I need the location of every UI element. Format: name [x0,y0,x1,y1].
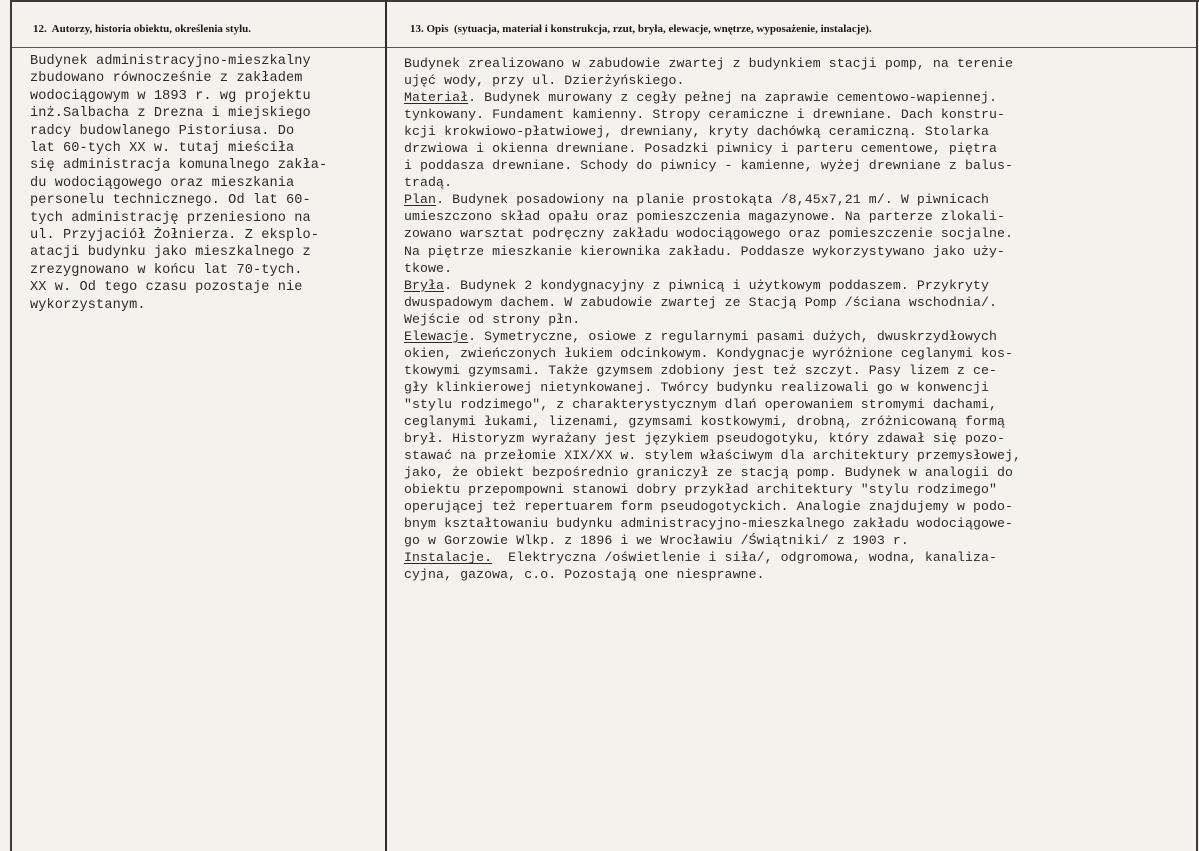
line-text: i poddasza drewniane. Schody do piwnicy - kamienne, wyżej drewniane z balus- [404,158,1014,174]
right-text-line [404,277,1021,294]
frame-right-border [1196,0,1198,851]
left-text-line: XX w. Od tego czasu pozostaje nie [30,280,303,296]
right-text-line [404,157,1021,174]
line-text: tynkowany. Fundament kamienny. Stropy ceramiczne i drewniane. Dach konstru- [404,107,1006,123]
left-section-title: Autorzy, historia obiektu, określenia stylu. [51,23,251,35]
line-text: Na piętrze mieszkanie kierownika zakładu. Poddasze wykorzystywano jako uży- [404,243,1006,259]
line-text: stawać na przełomie XIX/XX w. stylem właściwym dla architektury przemysłowej, [404,448,1022,464]
right-text-line [404,481,1021,498]
left-text-line: zrezygnowano w końcu lat 70-tych. [30,262,303,278]
line-text: . Budynek 2 kondygnacyjny z piwnicą i użytkowym poddaszem. Przykryty [444,277,990,293]
right-text-line [404,566,1021,583]
line-text: dwuspadowym dachem. W zabudowie zwartej ze Stacją Pomp /ściana wschodnia/. [404,294,998,310]
right-section-number: 13. [410,23,424,35]
right-text-line [404,498,1021,515]
frame-left-border [10,0,12,851]
right-text-line [404,260,1021,277]
right-text-line [404,464,1021,481]
right-text-line [404,447,1021,464]
left-text-line: lat 60-tych XX w. tutaj mieściła [30,141,295,157]
line-text: jako, że obiekt bezpośrednio graniczył ze stacją pomp. Budynek w analogii do [404,465,1014,481]
line-text: ujęć wody, przy ul. Dzierżyńskiego. [404,73,685,89]
line-text: . Budynek murowany z cegły pełnej na zaprawie cementowo-wapiennej. [468,90,998,106]
line-text: kcji krokwiowo-płatwiowej, drewniany, kryty dachówką ceramiczną. Stolarka [404,124,990,140]
right-text-line [404,243,1021,260]
right-text-line [404,72,1021,89]
line-text: cyjna, gazowa, c.o. Pozostają one niesprawne. [404,567,765,583]
line-text: brył. Historyzm wyrażany jest językiem pseudogotyku, który zdawał się pozo- [404,431,1006,447]
left-section-heading [33,23,251,35]
line-text: Budynek zrealizowano w zabudowie zwartej z budynkiem stacji pomp, na terenie [404,56,1014,71]
left-text-line: personelu technicznego. Od lat 60- [30,193,311,209]
line-text: tkowe. [404,260,453,276]
left-text-line: Budynek administracyjno-mieszkalny [30,54,311,69]
right-text-line [404,532,1021,549]
left-text-line: ul. Przyjaciół Żołnierza. Z eksplo- [30,228,320,244]
section-label: Elewacje [404,328,469,344]
left-header-rule [12,47,385,48]
left-text-line: się administracja komunalnego zakła- [30,158,328,174]
section-label: Instalacje. [404,550,493,566]
line-text: Wejście od strony płn. [404,311,581,327]
line-text: Elektryczna /oświetlenie i siła/, odgromowa, wodna, kanaliza- [492,550,998,566]
right-text-line [404,549,1021,566]
frame-top-border [10,0,1199,2]
left-text-line: zbudowano równocześnie z zakładem [30,71,303,87]
line-text: . Budynek posadowiony na planie prostokąta /8,45x7,21 m/. W piwnicach [436,192,990,208]
line-text: okien, zwieńczonych łukiem odcinkowym. Kondygnacje wyróżnione ceglanymi kos- [404,345,1014,361]
right-text-line [404,328,1021,345]
left-section-number: 12. [33,23,47,35]
section-label: Plan [404,192,437,208]
right-section-title: Opis [426,23,449,35]
right-text-line [404,311,1021,328]
right-text-line [404,191,1021,208]
right-text-line [404,379,1021,396]
line-text: . Symetryczne, osiowe z regularnymi pasami dużych, dwuskrzydłowych [468,328,998,344]
right-text-line [404,225,1021,242]
right-text-line [404,140,1021,157]
line-text: zowano warsztat podręczny zakładu wodociągowego oraz pomieszczenie socjalne. [404,226,1014,242]
right-text-line [404,413,1021,430]
right-text-line [404,174,1021,191]
left-column-text [30,53,327,314]
right-text-line [404,345,1021,362]
right-text-line [404,515,1021,532]
left-text-line: atacji budynku jako mieszkalnego z [30,245,311,261]
left-text-line: radcy budowlanego Pistoriusa. Do [30,123,295,139]
left-text-line: wodociągowym w 1893 r. wg projektu [30,88,311,104]
right-text-line [404,362,1021,379]
right-header-rule [387,47,1196,48]
left-text-line: du wodociągowego oraz mieszkania [30,175,295,191]
line-text: "stylu rodzimego", z charakterystycznym dlań operowaniem stromymi dachami, [404,396,998,412]
right-text-line [404,430,1021,447]
right-text-line [404,106,1021,123]
column-divider [385,0,387,851]
line-text: drzwiowa i okienna drewniane. Posadzki piwnicy i parteru cementowe, piętra [404,141,998,157]
section-label: Bryła [404,277,445,293]
left-text-line: inż.Salbacha z Drezna i miejskiego [30,106,311,122]
left-text-line: tych administrację przeniesiono na [30,210,311,226]
line-text: gły klinkierowej nietynkowanej. Twórcy budynku realizowali go w konwencji [404,379,990,395]
right-text-line [404,294,1021,311]
section-label: Materiał [404,90,469,106]
line-text: tkowymi gzymsami. Także gzymsem zdobiony jest też szczyt. Pasy lizem z ce- [404,362,998,378]
right-text-line [404,55,1021,72]
line-text: ceglanymi łukami, lizenami, gzymsami kostkowymi, drobną, zróżnicowaną formą [404,413,1006,429]
line-text: obiektu przepompowni stanowi dobry przykład architektury "stylu rodzimego" [404,482,998,498]
line-text: go w Gorzowie Wlkp. z 1896 i we Wrocławiu /Świątniki/ z 1903 r. [404,533,909,549]
line-text: operującej też repertuarem form pseudogotyckich. Analogie znajdujemy w podo- [404,499,1014,515]
right-section-subtitle: (sytuacja, materiał i konstrukcja, rzut, bryła, elewacje, wnętrze, wyposażenie, instalacje). [454,23,872,35]
right-text-line [404,208,1021,225]
right-text-line [404,396,1021,413]
right-column-text [404,55,1021,583]
line-text: umieszczono skład opału oraz pomieszczenia magazynowe. Na parterze zlokali- [404,209,1006,225]
right-text-line [404,89,1021,106]
right-text-line [404,123,1021,140]
line-text: bnym kształtowaniu budynku administracyjno-mieszkalnego zakładu wodociągowe- [404,516,1014,532]
right-section-heading [410,23,872,35]
line-text: tradą. [404,175,453,191]
left-text-line: wykorzystanym. [30,297,146,313]
